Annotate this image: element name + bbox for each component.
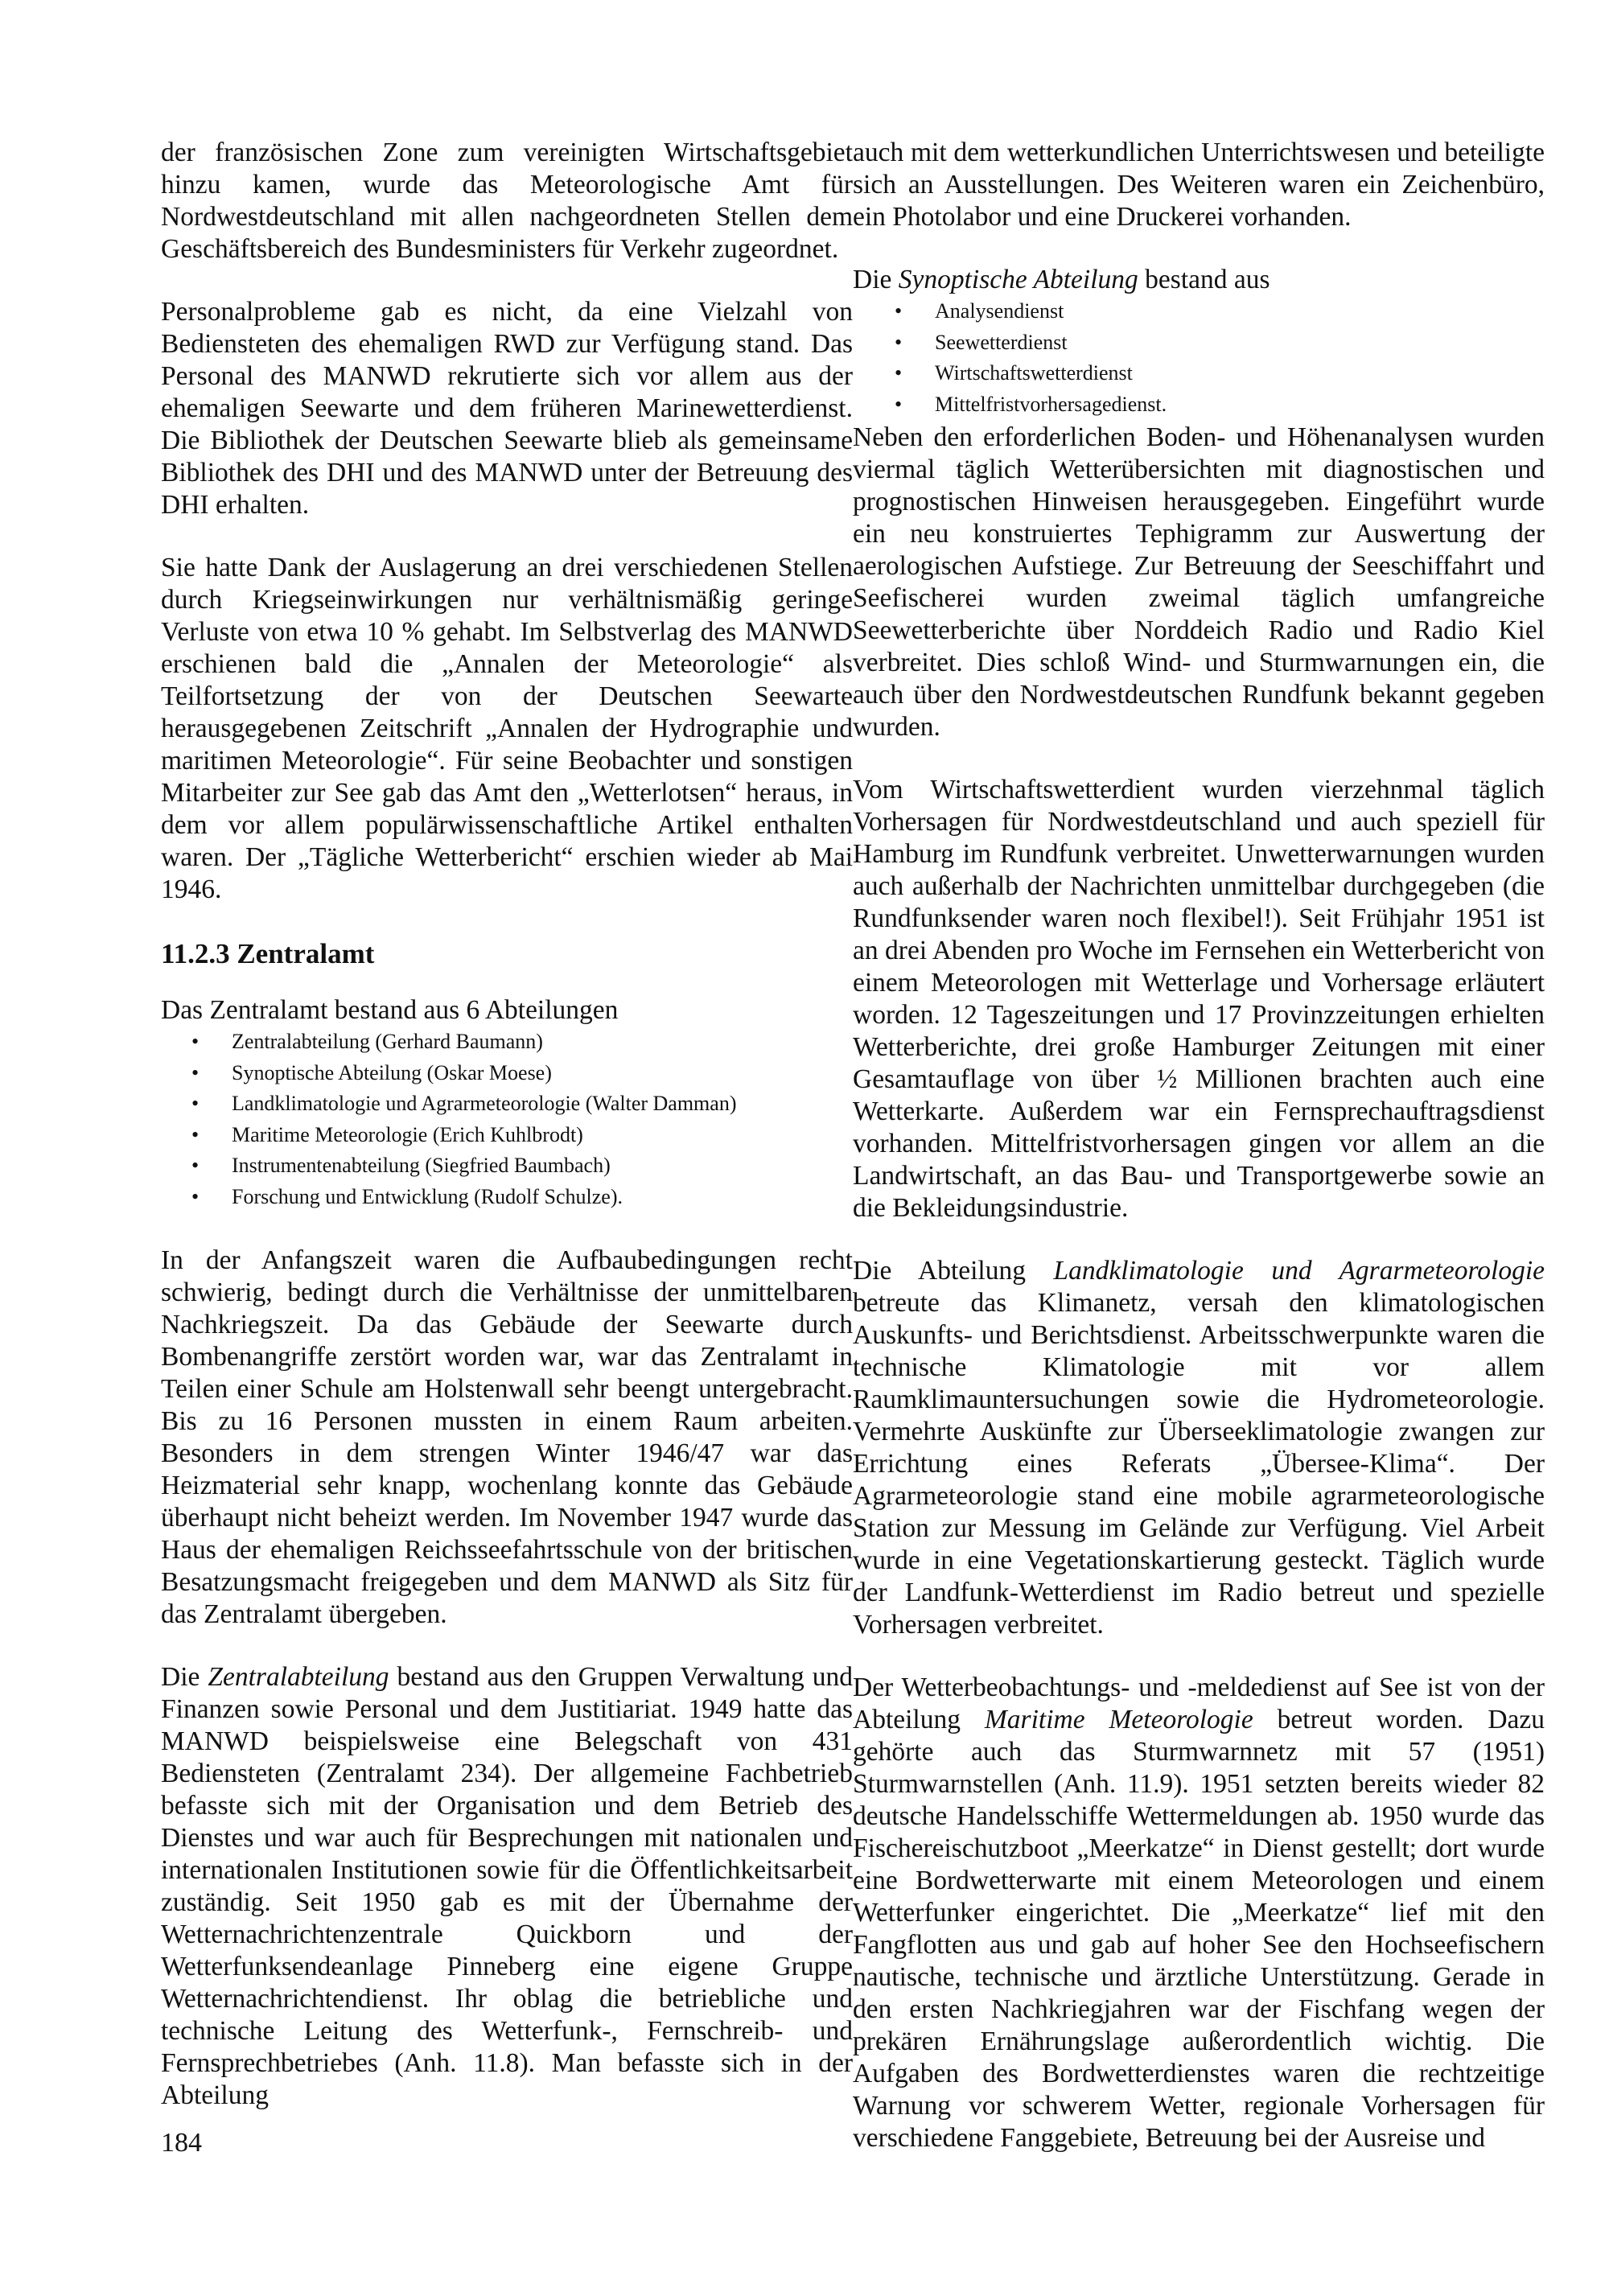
section-heading: 11.2.3 Zentralamt xyxy=(161,938,375,969)
paragraph: Personalprobleme gab es nicht, da eine Vielzahl von Bediensteten des ehemaligen RWD zur Verfügung stand. Das Personal des MANWD rekrutierte sich vor allem aus der ehemaligen Seewarte und dem früheren Marinewetterdienst. Die Bibliothek der Deutschen Seewarte blieb als gemeinsame Bibliothek des DHI und des MANWD unter der Betreuung des DHI erhalten. xyxy=(161,297,853,520)
synoptic-list xyxy=(853,296,1545,420)
list-item: • Seewetterdienst xyxy=(895,327,1545,359)
paragraph: der französischen Zone zum vereinigten Wirtschaftsgebiet hinzu kamen, wurde das Meteorologische Amt für Nordwestdeutschland mit allen nachgeordneten Stellen dem Geschäftsbereich des Bundesministers für Verkehr zugeordnet. xyxy=(161,138,853,264)
paragraph: auch mit dem wetterkundlichen Unterrichtswesen und beteiligte sich an Ausstellungen. Des Weiteren waren ein Zeichenbüro, ein Photolabor und eine Druckerei vorhanden. xyxy=(853,138,1545,232)
paragraph xyxy=(853,1672,1545,2154)
text: Die xyxy=(853,265,899,294)
paragraph xyxy=(161,1661,853,2112)
paragraph xyxy=(853,1255,1545,1641)
emphasis: Synoptische Abteilung xyxy=(898,265,1138,294)
list-item: • Mittelfristvorhersagedienst. xyxy=(895,389,1545,421)
text: betreute das Klimanetz, versah den klimatologischen Auskunfts- und Berichtsdienst. Arbeitsschwerpunkte waren die technische Klimatologie mit vor allem Raumklimauntersuchungen sowie die Hydrometeorologie. Vermehrte Auskünfte zur Überseeklimatologie zwangen zur Errichtung eines Referats „Übersee-Klima“. Der Agrarmeteorologie stand eine mobile agrarmeteorologische Station zur Messung im Gelände zur Verfügung. Viel Arbeit wurde in eine Vegetationskartierung gesteckt. Täglich wurde der Landfunk-Wetterdienst im Radio betreut und spezielle Vorhersagen verbreitet. xyxy=(853,1288,1545,1640)
emphasis: Maritime Meteorologie xyxy=(984,1705,1253,1734)
text: Der Wetterbeobachtungs- und -meldedienst auf See ist von der Abteilung xyxy=(853,1673,1545,1734)
department-list xyxy=(161,1027,853,1212)
list-item: • Forschung und Entwicklung (Rudolf Schulze). xyxy=(191,1182,853,1213)
text: bestand aus xyxy=(1138,265,1270,294)
emphasis: Landklimatologie und Agrarmeteorologie xyxy=(1053,1256,1545,1286)
text: bestand aus den Gruppen Verwaltung und Finanzen sowie Personal und dem Justitiariat. 1949 hatte das MANWD beispielsweise eine Belegschaft von 431 Bediensteten (Zentralamt 234). Der allgemeine Fachbetrieb befasste sich mit der Organisation und dem Betrieb des Dienstes und war auch für Besprechungen mit nationalen und internationalen Institutionen sowie für die Öffentlichkeitsarbeit zuständig. Seit 1950 gab es mit der Übernahme der Wetternachrichtenzentrale Quickborn und der Wetterfunksendeanlage Pinneberg eine eigene Gruppe Wetternachrichtendienst. Ihr oblag die betriebliche und technische Leitung des Wetterfunk-, Fernschreib- und Fernsprechbetriebes (Anh. 11.8). Man befasste sich in der Abteilung xyxy=(161,1662,853,2110)
text: Die xyxy=(161,1662,208,1692)
list-item: • Maritime Meteorologie (Erich Kuhlbrodt) xyxy=(191,1120,853,1151)
page-number: 184 xyxy=(161,2128,202,2158)
text: Die Abteilung xyxy=(853,1256,1054,1286)
paragraph: In der Anfangszeit waren die Aufbaubedingungen recht schwierig, bedingt durch die Verhältnisse der unmittelbaren Nachkriegszeit. Da das Gebäude der Seewarte durch Bombenangriffe zerstört worden war, war das Zentralamt in Teilen einer Schule am Holstenwall sehr beengt untergebracht. Bis zu 16 Personen mussten in einem Raum arbeiten. Besonders in dem strengen Winter 1946/47 war das Heizmaterial sehr knapp, wochenlang konnte das Gebäude überhaupt nicht beheizt werden. Im November 1947 wurde das Haus der ehemaligen Reichsseefahrtsschule von der britischen Besatzungsmacht freigegeben und dem MANWD als Sitz für das Zentralamt übergeben. xyxy=(161,1245,853,1629)
list-item: • Landklimatologie und Agrarmeteorologie (Walter Damman) xyxy=(191,1088,853,1120)
list-item: • Analysendienst xyxy=(895,296,1545,327)
list-item: • Wirtschaftswetterdienst xyxy=(895,358,1545,389)
list-item: • Zentralabteilung (Gerhard Baumann) xyxy=(191,1027,853,1058)
text: betreut worden. Dazu gehörte auch das Sturmwarnnetz mit 57 (1951) Sturmwarnstellen (Anh. 11.9). 1951 setzten bereits wieder 82 deutsche Handelsschiffe Wettermeldungen ab. 1950 wurde das Fischereischutzboot „Meerkatze“ in Dienst gestellt; dort wurde eine Bordwetterwarte mit einem Meteorologen und einem Wetterfunker eingerichtet. Die „Meerkatze“ lief mit den Fangflotten aus und gab auf hoher See den Hochseefischern nautische, technische und ärztliche Unterstützung. Gerade in den ersten Nachkriegjahren war der Fischfang wegen der prekären Ernährungslage außerordentlich wichtig. Die Aufgaben des Bordwetterdienstes waren die rechtzeitige Warnung vor schwerem Wetter, regionale Vorhersagen für verschiedene Fanggebiete, Betreuung bei der Ausreise und xyxy=(853,1705,1545,2153)
right-column xyxy=(853,137,1545,2185)
paragraph: Vom Wirtschaftswetterdient wurden vierzehnmal täglich Vorhersagen für Nordwestdeutschland und auch speziell für Hamburg im Rundfunk verbreitet. Unwetterwarnungen wurden auch außerhalb der Nachrichten unmittelbar durchgegeben (die Rundfunksender waren noch flexibel!). Seit Frühjahr 1951 ist an drei Abenden pro Woche im Fernsehen ein Wetterbericht von einem Meteorologen mit Wetterlage und Vorhersage erläutert worden. 12 Tageszeitungen und 17 Provinzzeitungen erhielten Wetterberichte, drei große Hamburger Zeitungen mit einer Gesamtauflage von über ½ Millionen brachten auch eine Wetterkarte. Außerdem war ein Fernsprechauftragsdienst vorhanden. Mittelfristvorhersagen gingen vor allem an die Landwirtschaft, an das Bau- und Transportgewerbe sowie an die Bekleidungsindustrie. xyxy=(853,775,1545,1223)
paragraph: Neben den erforderlichen Boden- und Höhenanalysen wurden viermal täglich Wetterübersichten mit diagnostischen und prognostischen Hinweisen herausgegeben. Eingeführt wurde ein neu konstruiertes Tephigramm zur Auswertung der aerologischen Aufstiege. Zur Betreuung der Seeschiffahrt und Seefischerei wurden zweimal täglich umfangreiche Seewetterberichte über Norddeich Radio und Radio Kiel verbreitet. Dies schloß Wind- und Sturmwarnungen ein, die auch über den Nordwestdeutschen Rundfunk bekannt gegeben wurden. xyxy=(853,422,1545,742)
paragraph: Das Zentralamt bestand aus 6 Abteilungen xyxy=(161,995,619,1025)
list-item: • Synoptische Abteilung (Oskar Moese) xyxy=(191,1058,853,1089)
list-item: • Instrumentenabteilung (Siegfried Baumbach) xyxy=(191,1150,853,1182)
left-column xyxy=(161,137,853,2142)
paragraph xyxy=(853,264,1545,296)
paragraph: Sie hatte Dank der Auslagerung an drei verschiedenen Stellen durch Kriegseinwirkungen nur verhältnismäßig geringe Verluste von etwa 10 % gehabt. Im Selbstverlag des MANWD erschienen bald die „Annalen der Meteorologie“ als Teilfortsetzung der von der Deutschen Seewarte herausgegebenen Zeitschrift „Annalen der Hydrographie und maritimen Meteorologie“. Für seine Beobachter und sonstigen Mitarbeiter zur See gab das Amt den „Wetterlotsen“ heraus, in dem vor allem populärwissenschaftliche Artikel enthalten waren. Der „Tägliche Wetterbericht“ erschien wieder ab Mai 1946. xyxy=(161,553,853,904)
emphasis: Zentralabteilung xyxy=(208,1662,389,1692)
